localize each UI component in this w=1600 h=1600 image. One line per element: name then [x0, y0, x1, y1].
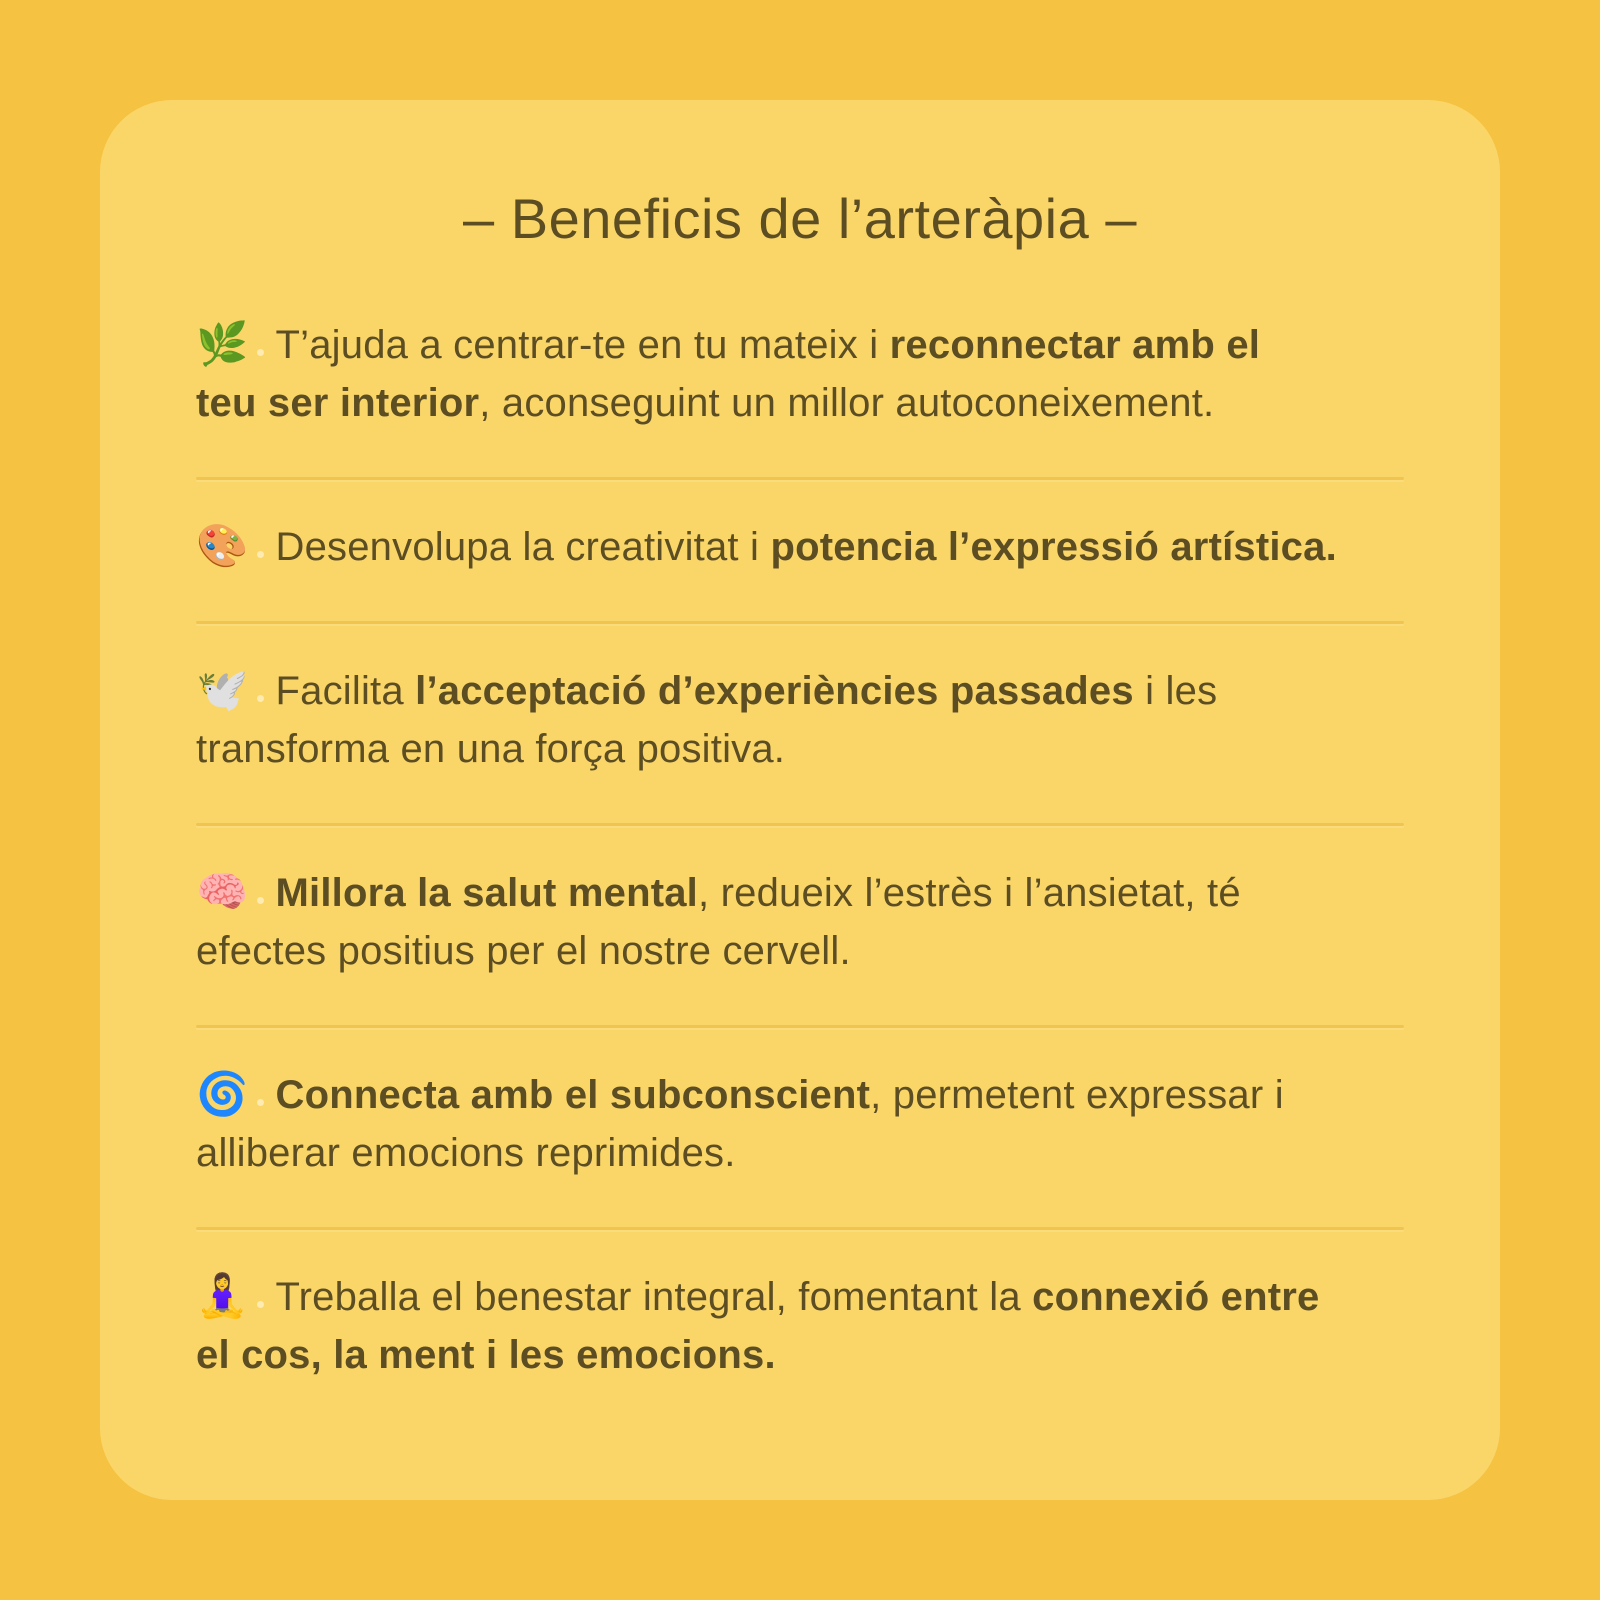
- benefit-text-bold: teu ser interior: [196, 381, 480, 425]
- section-divider: [196, 477, 1404, 480]
- benefit-text: , permetent expressar i: [870, 1073, 1284, 1117]
- emoji-separator-dot: [257, 349, 264, 356]
- bullet-list: [196, 315, 1404, 1384]
- benefit-item: [196, 315, 1404, 432]
- cyclone-icon: 🌀: [196, 1070, 249, 1117]
- benefit-text: Desenvolupa la creativitat i: [275, 525, 771, 569]
- benefit-text: alliberar emocions reprimides.: [196, 1131, 736, 1175]
- brain-icon: 🧠: [196, 868, 249, 915]
- section-divider: [196, 1227, 1404, 1230]
- content-card: [100, 100, 1500, 1500]
- emoji-separator-dot: [257, 551, 264, 558]
- benefit-text-bold: connexió entre: [1032, 1275, 1320, 1319]
- benefit-text-bold: l’acceptació d’experiències passades: [415, 669, 1134, 713]
- benefit-text-bold: potencia l’expressió artística.: [770, 525, 1337, 569]
- palette-icon: 🎨: [196, 522, 249, 569]
- emoji-separator-dot: [257, 695, 264, 702]
- benefit-text: transforma en una força positiva.: [196, 727, 786, 771]
- benefit-item: [196, 863, 1404, 980]
- benefit-text: i les: [1133, 669, 1218, 713]
- emoji-separator-dot: [257, 1099, 264, 1106]
- page-title: – Beneficis de l’arteràpia –: [463, 187, 1137, 250]
- benefit-text: efectes positius per el nostre cervell.: [196, 929, 851, 973]
- lotus-person-icon: 🧘‍♀️: [196, 1272, 249, 1319]
- benefit-text-bold: el cos, la ment i les emocions.: [196, 1333, 776, 1377]
- benefit-text: T’ajuda a centrar-te en tu mateix i: [275, 323, 890, 367]
- benefit-text-bold: reconnectar amb el: [889, 323, 1261, 367]
- herb-icon: 🌿: [196, 320, 249, 367]
- benefit-item: [196, 661, 1404, 778]
- benefit-text: , aconseguint un millor autoconeixement.: [479, 381, 1215, 425]
- benefit-text: , redueix l’estrès i l’ansietat, té: [698, 871, 1241, 915]
- section-divider: [196, 621, 1404, 624]
- section-divider: [196, 823, 1404, 826]
- benefit-text: Treballa el benestar integral, fomentant la: [275, 1275, 1033, 1319]
- dove-icon: 🕊️: [196, 666, 249, 713]
- emoji-separator-dot: [257, 1301, 264, 1308]
- benefit-item: [196, 517, 1404, 576]
- benefit-text: Facilita: [275, 669, 416, 713]
- benefit-item: [196, 1267, 1404, 1384]
- benefit-text-bold: Connecta amb el subconscient: [275, 1073, 871, 1117]
- benefit-text-bold: Millora la salut mental: [275, 871, 698, 915]
- emoji-separator-dot: [257, 897, 264, 904]
- benefit-item: [196, 1065, 1404, 1182]
- section-divider: [196, 1025, 1404, 1028]
